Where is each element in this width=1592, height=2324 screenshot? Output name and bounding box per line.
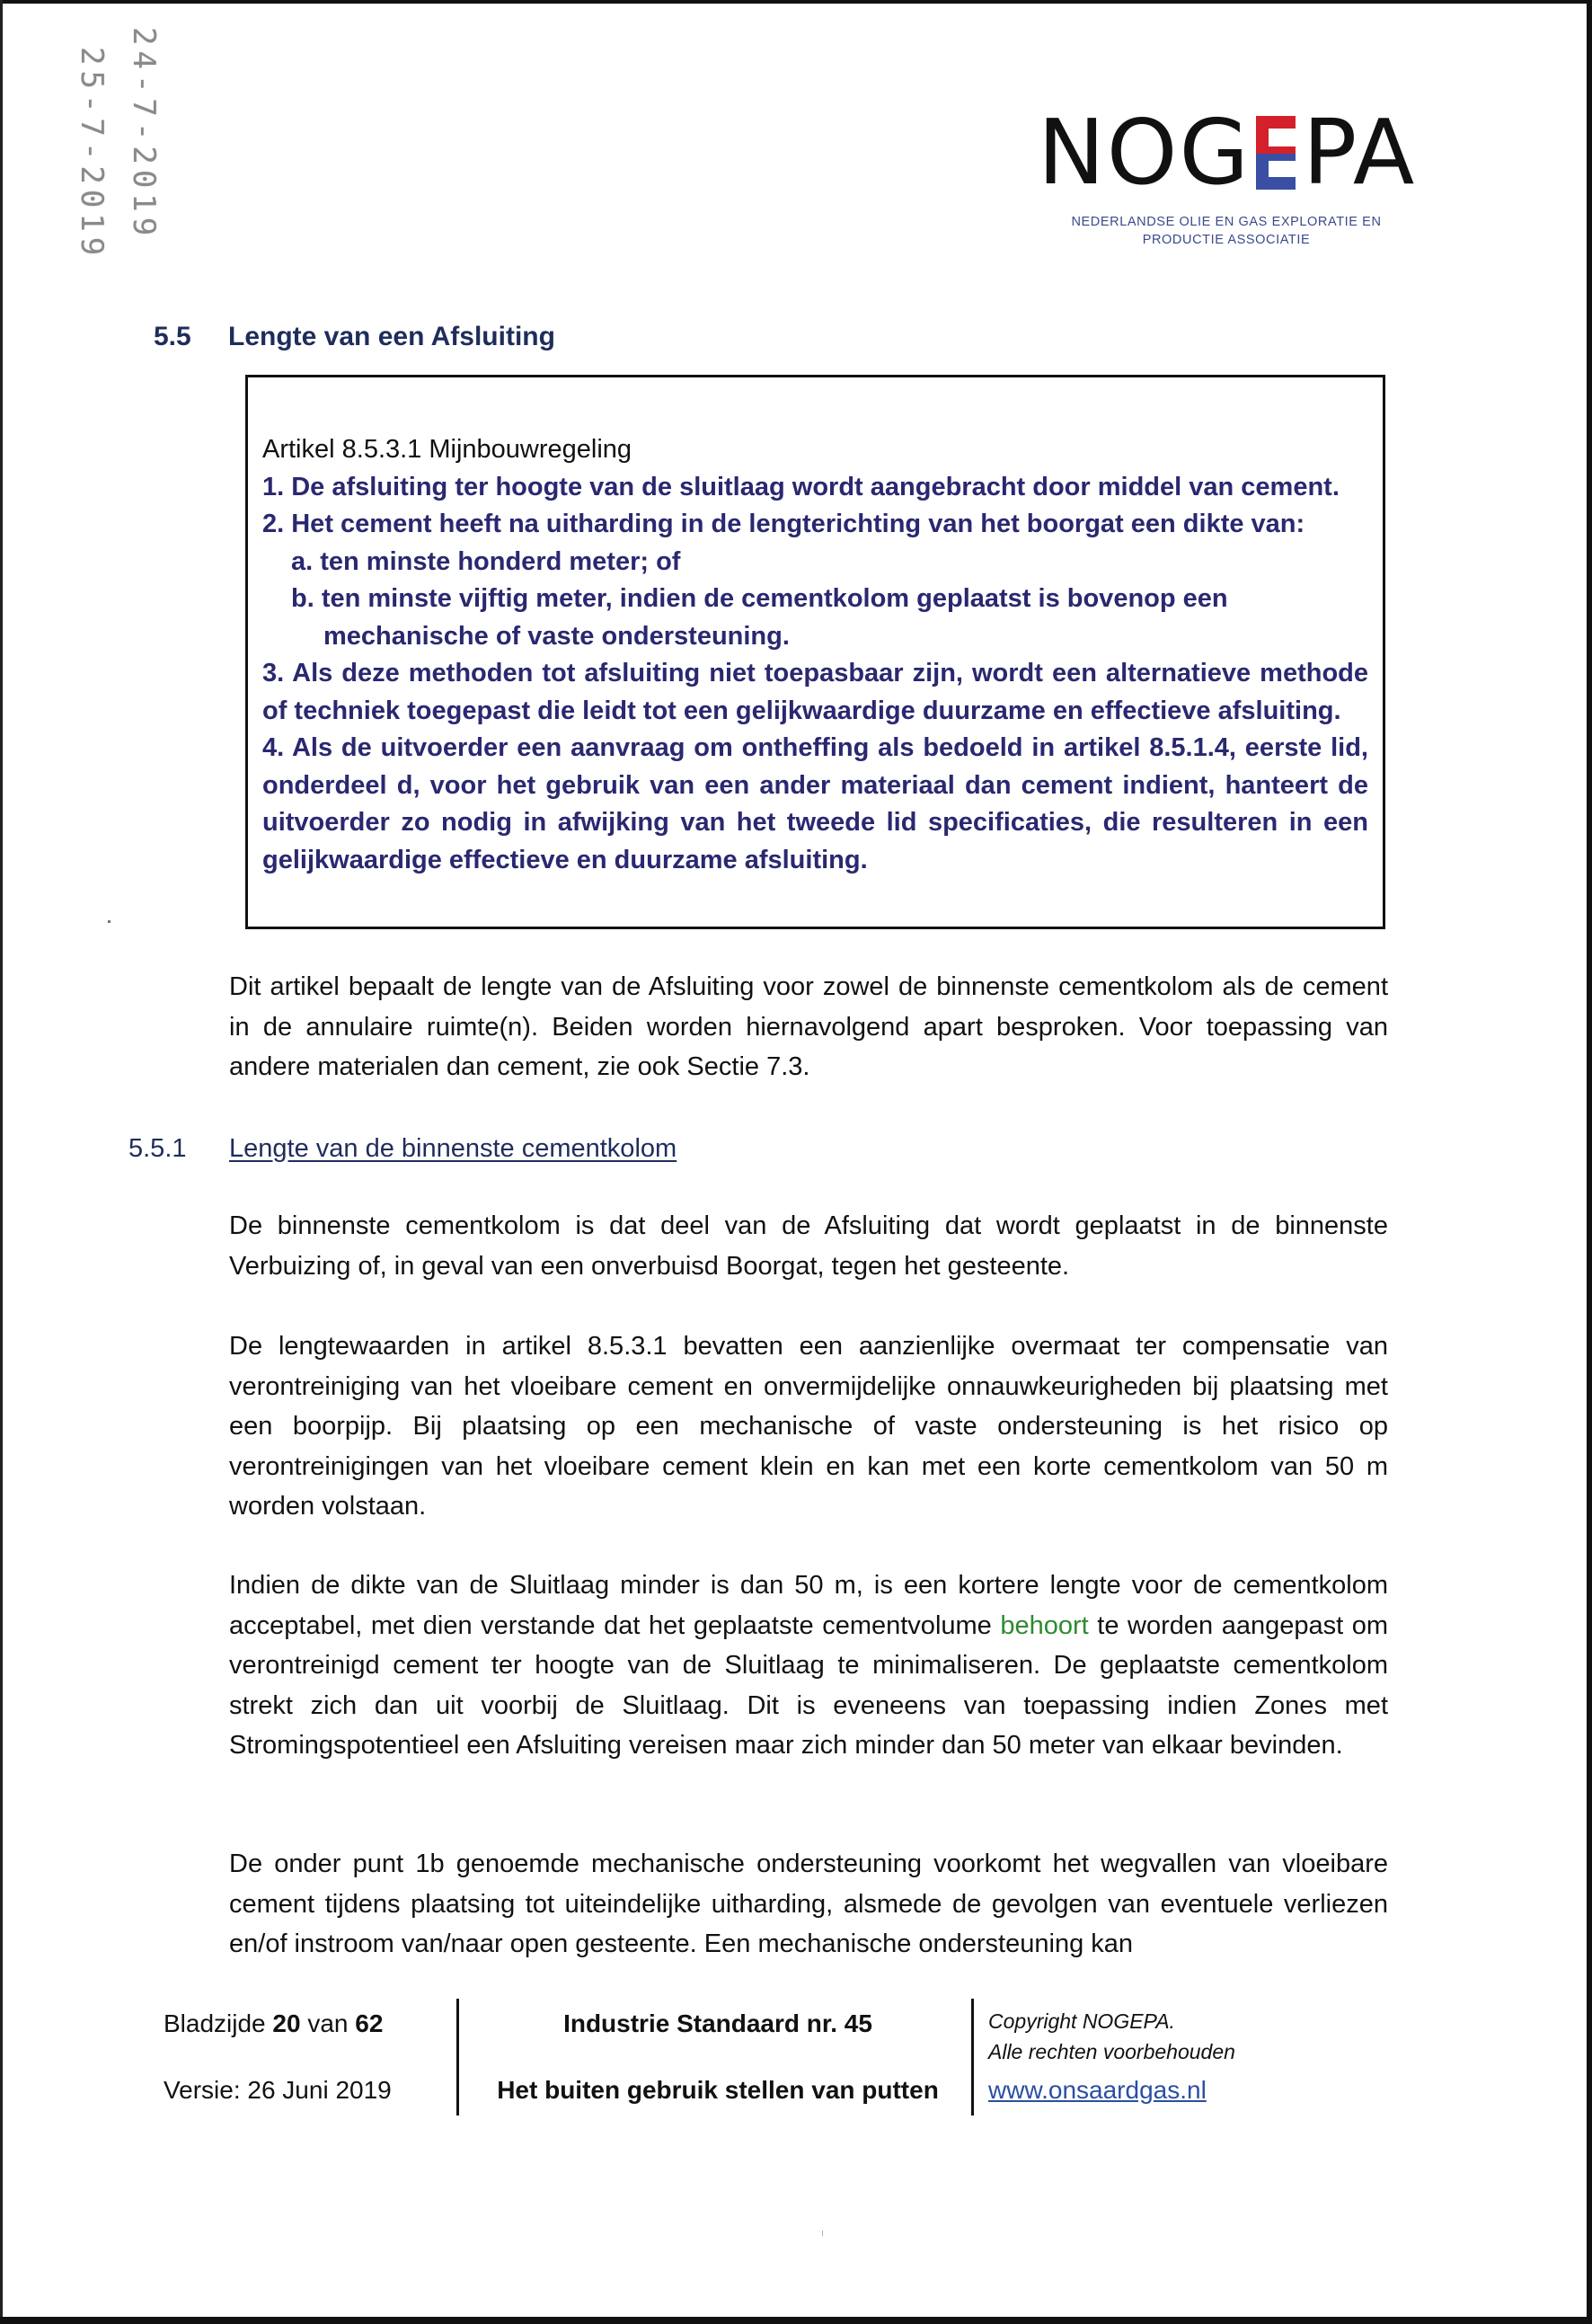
- logo-subtitle: [1038, 214, 1415, 249]
- logo-subtitle-line: NEDERLANDSE OLIE EN GAS EXPLORATIE EN: [1071, 215, 1382, 229]
- section-number: 5.5: [154, 322, 191, 351]
- article-title: Artikel 8.5.3.1 Mijnbouwregeling: [262, 435, 632, 464]
- body-paragraph: [229, 1566, 1388, 1766]
- article-item: 1. De afsluiting ter hoogte van de sluitlaag wordt aangebracht door middel van cement.: [262, 472, 1340, 501]
- logo-wordmark: [1038, 100, 1417, 205]
- section-heading: [154, 322, 555, 352]
- document-title: Het buiten gebruik stellen van putten: [497, 2076, 939, 2104]
- footer-divider: [971, 1999, 974, 2116]
- article-subitem: a. ten minste honderd meter; of: [291, 546, 681, 576]
- page-label: Bladzijde: [164, 2009, 273, 2037]
- body-paragraph: De onder punt 1b genoemde mechanische ondersteuning voorkomt het wegvallen van vloeibare cement tijdens plaatsing tot uiteindelijke uitharding, alsmede de gevolgen van eventuele verliezen en/of instroom van/naar open gesteente. Een mechanische ondersteuning kan: [229, 1849, 1388, 1958]
- highlighted-word: behoort: [1000, 1610, 1089, 1640]
- subsection-heading: [128, 1134, 677, 1164]
- page-total: 62: [355, 2009, 384, 2037]
- website-link[interactable]: www.onsaardgas.nl: [988, 2076, 1207, 2104]
- logo-subtitle-line: PRODUCTIE ASSOCIATIE: [1142, 232, 1311, 247]
- body-text-span: Indien de dikte van de Sluitlaag minder is dan 50 m, is een kortere lengte voor de cementkolom acceptabel, met dien verstande dat het geplaatste cementvolume: [229, 1571, 1388, 1640]
- scan-border-bottom: [0, 2317, 1592, 2324]
- article-quote-box: [245, 375, 1385, 929]
- page-footer: [0, 1993, 1592, 2119]
- footer-divider: [456, 1999, 459, 2116]
- copyright-line: Alle rechten voorbehouden: [988, 2040, 1235, 2063]
- subsection-number: 5.5.1: [128, 1134, 187, 1163]
- page-label: van: [300, 2009, 356, 2037]
- copyright-notice: [988, 2006, 1235, 2067]
- article-subitem-continuation: mechanische of vaste ondersteuning.: [323, 621, 790, 651]
- page-current: 20: [272, 2009, 301, 2037]
- body-paragraph: De binnenste cementkolom is dat deel van de Afsluiting dat wordt geplaatst in de binnenste Verbuizing of, in geval van een onverbuisd Boorgat, tegen het gesteente.: [229, 1211, 1388, 1281]
- section-title: Lengte van een Afsluiting: [228, 322, 555, 351]
- version-date: Versie: 26 Juni 2019: [164, 2076, 392, 2104]
- article-item: 2. Het cement heeft na uitharding in de lengterichting van het boorgat een dikte van:: [262, 510, 1305, 538]
- article-subitem: b. ten minste vijftig meter, indien de cementkolom geplaatst is bovenop een: [291, 584, 1228, 613]
- article-item: 4. Als de uitvoerder een aanvraag om ontheffing als bedoeld in artikel 8.5.1.4, eerste lid, onderdeel d, voor het gebruik van een ander materiaal dan cement indient, hanteert de uitvoerder zo nodig in afwijking van het tweede lid specificaties, die resulteren in een gelijkwaardige effectieve en duurzame afsluiting.: [262, 733, 1368, 874]
- scan-speck: [822, 2231, 823, 2236]
- nogepa-logo: [1038, 100, 1417, 249]
- scan-border-top: [0, 0, 1592, 4]
- intro-paragraph: Dit artikel bepaalt de lengte van de Afsluiting voor zowel de binnenste cementkolom als de cement in de annulaire ruimte(n). Beiden worden hiernavolgend apart besproken. Voor toepassing van andere materialen dan cement, zie ook Sectie 7.3.: [229, 972, 1388, 1081]
- subsection-title: Lengte van de binnenste cementkolom: [229, 1134, 677, 1163]
- scan-speck: [108, 920, 111, 923]
- article-item: 3. Als deze methoden tot afsluiting niet toepasbaar zijn, wordt een alternatieve methode of techniek toegepast die leidt tot een gelijkwaardige duurzame en effectieve afsluiting.: [262, 659, 1368, 725]
- logo-letters-right: PA: [1303, 100, 1417, 205]
- standard-number: Industrie Standaard nr. 45: [563, 2009, 872, 2037]
- body-paragraph: De lengtewaarden in artikel 8.5.3.1 bevatten een aanzienlijke overmaat ter compensatie van verontreiniging van het vloeibare cement en onvermijdelijke onnauwkeurigheden bij plaatsing met een boorpijp. Bij plaatsing op een mechanische of vaste ondersteuning is het risico op verontreinigingen van het vloeibare cement klein en kan met een korte cementkolom van 50 m worden volstaan.: [229, 1332, 1388, 1521]
- scan-border-left: [0, 0, 3, 2324]
- page-number: [164, 2009, 383, 2038]
- copyright-line: Copyright NOGEPA.: [988, 2009, 1175, 2033]
- body-text-span: te worden aangepast om verontreinigd cement ter hoogte van de Sluitlaag te minimaliseren. De geplaatste cementkolom strekt zich dan uit voorbij de Sluitlaag. Dit is eveneens van toepassing indien Zones met Stromingspotentieel een Afsluiting vereisen maar zich minder dan 50 meter van elkaar bevinden.: [229, 1610, 1388, 1760]
- received-stamp: 24-7-2019: [126, 27, 162, 242]
- scan-border-right: [1587, 0, 1592, 2324]
- logo-letters-left: NOG: [1038, 100, 1251, 205]
- logo-e-flag-icon: [1256, 116, 1296, 190]
- received-stamp: 25-7-2019: [74, 47, 110, 262]
